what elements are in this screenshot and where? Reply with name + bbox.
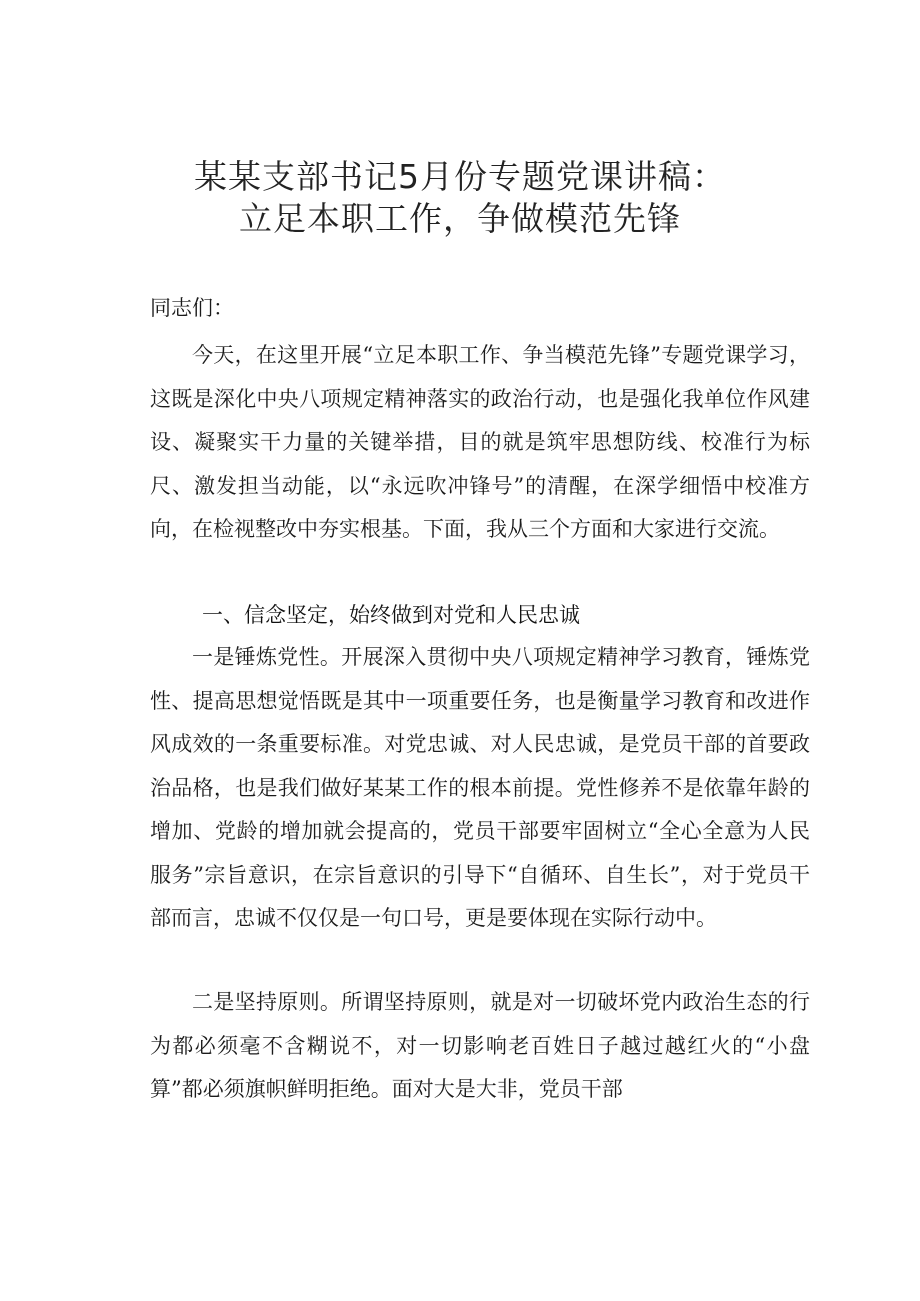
greeting: 同志们： bbox=[150, 296, 234, 320]
section-1-heading: 一、信念坚定，始终做到对党和人民忠诚 bbox=[202, 603, 580, 627]
document-title-line-1: 某某支部书记5月份专题党课讲稿： bbox=[194, 157, 726, 196]
intro-paragraph: 今天，在这里开展“立足本职工作、争当模范先锋”专题党课学习，这既是深化中央八项规定精神落实的政治行动，也是强化我单位作风建设、凝聚实干力量的关键举措，目的就是筑牢思想防线、校准行为标尺、激发担当动能，以“永远吹冲锋号”的清醒，在深学细悟中校准方向，在检视整改中夯实根基。下面，我从三个方面和大家进行交流。 bbox=[150, 343, 810, 541]
paragraph-principles: 二是坚持原则。所谓坚持原则，就是对一切破坏党内政治生态的行为都必须毫不含糊说不，对一切影响老百姓日子越过越红火的“小盘算”都必须旗帜鲜明拒绝。面对大是大非，党员干部 bbox=[150, 990, 810, 1101]
document-title-line-2: 立足本职工作，争做模范先锋 bbox=[239, 199, 681, 238]
paragraph-party-spirit: 一是锤炼党性。开展深入贯彻中央八项规定精神学习教育，锤炼党性、提高思想觉悟既是其中一项重要任务，也是衡量学习教育和改进作风成效的一条重要标准。对党忠诚、对人民忠诚，是党员干部的首要政治品格，也是我们做好某某工作的根本前提。党性修养不是依靠年龄的增加、党龄的增加就会提高的，党员干部要牢固树立“全心全意为人民服务”宗旨意识，在宗旨意识的引导下“自循环、自生长”，对于党员干部而言，忠诚不仅仅是一句口号，更是要体现在实际行动中。 bbox=[150, 645, 810, 930]
